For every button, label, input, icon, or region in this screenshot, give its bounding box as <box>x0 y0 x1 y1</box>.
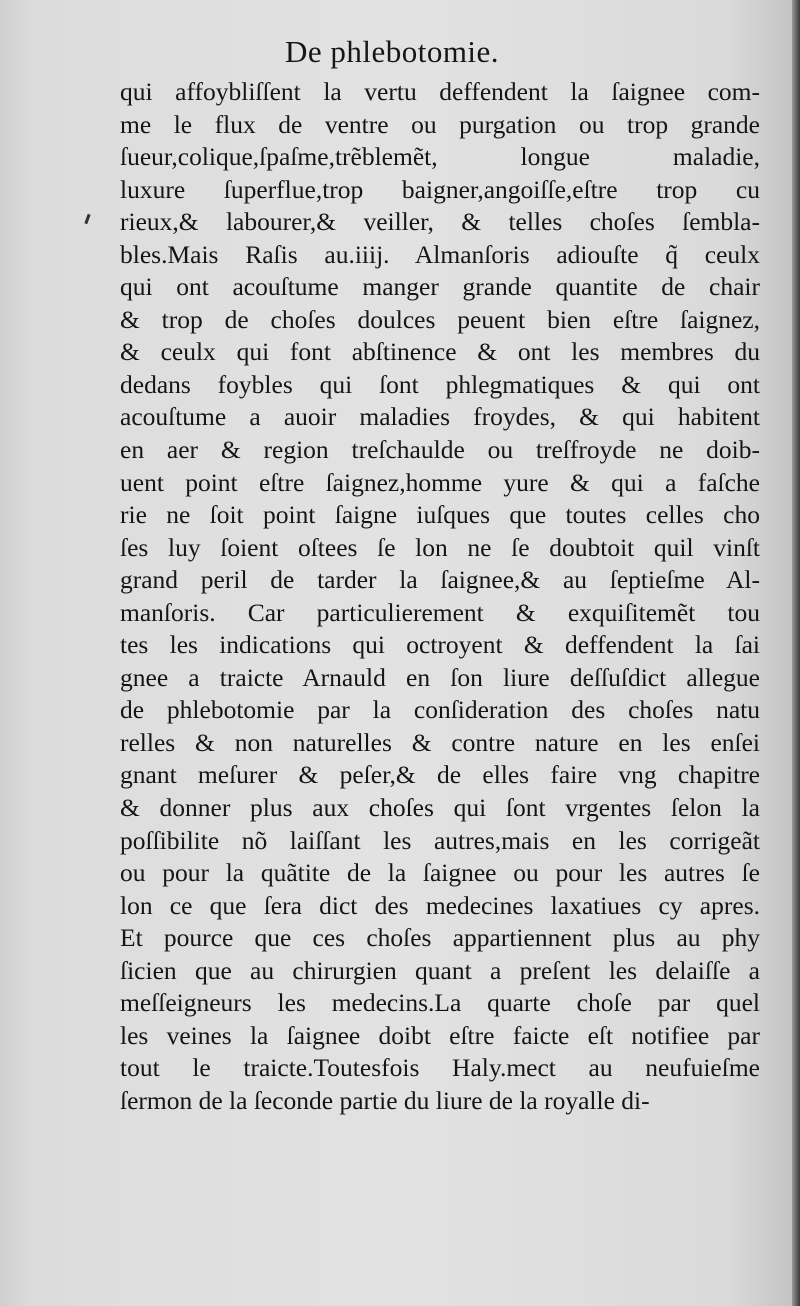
text-line: me le flux de ventre ou purgation ou trop grande <box>120 109 760 139</box>
text-line: de phlebotomie par la conſideration des choſes natu <box>120 695 760 725</box>
text-line: & trop de choſes doulces peuent bien eſtre ſaignez, <box>120 304 760 334</box>
page-edge <box>792 0 800 1306</box>
margin-mark <box>84 214 90 224</box>
text-line: Et pource que ces choſes appartiennent plus au phy <box>120 923 760 953</box>
text-line: gnee a traicte Arnauld en ſon liure deſſuſdict allegue <box>120 662 760 692</box>
text-line: relles & non naturelles & contre nature en les enſei <box>120 727 760 757</box>
text-line: qui affoybliſſent la vertu deffendent la ſaignee com- <box>120 77 760 106</box>
text-line: grand peril de tarder la ſaignee,& au ſeptieſme Al- <box>120 565 760 595</box>
text-line: luxure ſuperflue,trop baigner,angoiſſe,eſtre trop cu <box>120 174 760 204</box>
text-line: uent point eſtre ſaignez,homme yure & qui a faſche <box>120 467 760 497</box>
text-line: en aer & region treſchaulde ou treſfroyde ne doib- <box>120 435 760 465</box>
text-line: ſes luy ſoient oſtees ſe lon ne ſe doubtoit quil vinſt <box>120 532 760 562</box>
text-line: tes les indications qui octroyent & deffendent la ſai <box>120 630 760 660</box>
text-line: lon ce que ſera dict des medecines laxatiues cy apres. <box>120 890 760 920</box>
text-line: dedans foybles qui ſont phlegmatiques & qui ont <box>120 369 760 399</box>
text-line: ſueur,colique,ſpaſme,trẽblemẽt, longue maladie, <box>120 142 760 172</box>
text-line: & donner plus aux choſes qui ſont vrgentes ſelon la <box>120 793 760 823</box>
text-line: bles.Mais Raſis au.iiij. Almanſoris adiouſte q̃ ceulx <box>120 239 760 269</box>
text-line: qui ont acouſtume manger grande quantite de chair <box>120 272 760 302</box>
text-line: poſſibilite nõ laiſſant les autres,mais en les corrigeãt <box>120 825 760 855</box>
text-line: gnant meſurer & peſer,& de elles faire vng chapitre <box>120 760 760 790</box>
text-line: & ceulx qui font abſtinence & ont les membres du <box>120 337 760 367</box>
text-line: rieux,& labourer,& veiller, & telles choſes ſembla- <box>120 207 760 237</box>
text-line: ſermon de la ſeconde partie du liure de la royalle di- <box>120 1085 650 1115</box>
text-line: manſoris. Car particulierement & exquiſitemẽt tou <box>120 597 760 627</box>
text-line: tout le traicte.Toutesfois Haly.mect au neufuieſme <box>120 1053 760 1083</box>
text-line: ou pour la quãtite de la ſaignee ou pour les autres ſe <box>120 858 760 888</box>
text-line: les veines la ſaignee doibt eſtre faicte eſt notifiee par <box>120 1020 760 1050</box>
text-line: rie ne ſoit point ſaigne iuſques que toutes celles cho <box>120 500 760 530</box>
text-line: meſſeigneurs les medecins.La quarte choſe par quel <box>120 988 760 1018</box>
running-head: De phlebotomie. <box>284 34 500 69</box>
body-text <box>120 76 760 1118</box>
text-line: ſicien que au chirurgien quant a preſent les delaiſſe a <box>120 955 760 985</box>
text-line: acouſtume a auoir maladies froydes, & qui habitent <box>120 402 760 432</box>
